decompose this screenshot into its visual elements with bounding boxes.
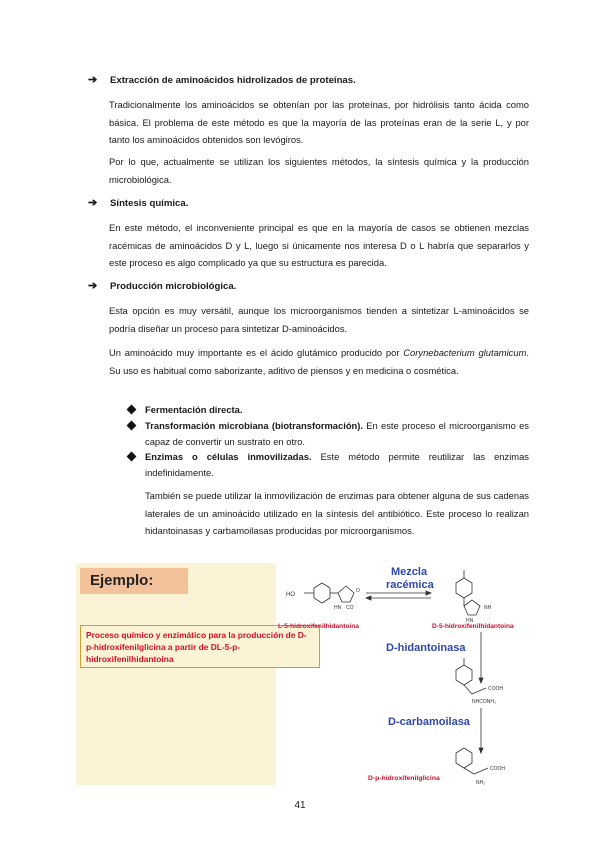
cooh-label: COOH	[490, 766, 505, 772]
equilibrium-arrow-icon	[366, 591, 431, 600]
d-compound-label: D-5-hidroxifenilhidantoina	[432, 623, 514, 630]
l-compound-label: L-5-hidroxifenilhidantoina	[278, 623, 359, 630]
ho-label: HO	[286, 592, 295, 598]
reaction-scheme	[276, 548, 528, 791]
paragraph-produccion-3: También se puede utilizar la inmovilización de enzimas para obtener alguna de sus cadenas laterales de un aminoácido utilizado en la síntesis del antibiótico. Este proceso lo realizan hidantoinasas y carbamoilasas producidas por microorganismos.	[145, 490, 529, 536]
mezcla-label: Mezcla	[391, 566, 428, 578]
cooh-label: COOH	[488, 686, 503, 692]
hn-label: HN	[466, 618, 474, 624]
diamond-bullet-icon	[127, 452, 137, 462]
product-structure	[456, 748, 488, 774]
paragraph-extraccion-1: Tradicionalmente los aminoácidos se obtenían por las proteínas, por hidrólisis tanto ácida como básica. El problema de este método es que la mayoría de las proteínas eran de la serie L, y por tanto los aminoácidos obtenidos son levógiros.	[109, 99, 529, 145]
d-hydantoin-structure	[456, 570, 480, 615]
o-label: O	[356, 588, 360, 594]
bullet-item: Enzimas o células inmovilizadas. Este método permite reutilizar las enzimas indefinidamente.	[128, 449, 529, 480]
section-heading-extraccion: ➔ Extracción de aminoácidos hidrolizados de proteínas.	[88, 74, 356, 86]
paragraph-extraccion-2: Por lo que, actualmente se utilizan los siguientes métodos, la síntesis química y la producción microbiológica.	[109, 156, 529, 185]
nhconh2-label: NHCONH₂	[472, 699, 496, 705]
enzyme-hidantoinasa: D-hidantoinasa	[386, 642, 466, 654]
arrow-right-icon: ➔	[88, 197, 98, 209]
bullet-item: Transformación microbiana (biotransformación). En este proceso el microorganismo es capaz de convertir un sustrato en otro.	[128, 418, 529, 449]
ejemplo-label: Ejemplo:	[80, 568, 188, 594]
paragraph-produccion-2: Un aminoácido muy importante es el ácido glutámico producido por Corynebacterium glutamicum. Su uso es habitual como saborizante, aditivo de piensos y en medicina o cosmética.	[109, 347, 529, 376]
product-label: D-p-hidroxifenilglicina	[368, 775, 440, 782]
diamond-bullet-icon	[127, 421, 137, 431]
bullet-item: Fermentación directa.	[128, 402, 529, 418]
arrow-right-icon: ➔	[88, 74, 98, 86]
paragraph-sintesis-1: En este método, el inconveniente principal es que en la mayoría de casos se obtienen mezclas racémicas de aminoácidos D y L, luego si únicamente nos interesa D o L habría que separarlos y este proceso es algo complicado ya que su estructura es parecida.	[109, 222, 529, 268]
section-heading-sintesis: ➔ Síntesis química.	[88, 197, 189, 209]
nh-label: NH	[484, 605, 492, 611]
l-hydantoin-structure	[304, 583, 354, 603]
arrow-right-icon: ➔	[88, 280, 98, 292]
enzyme-carbamoilasa: D-carbamoilasa	[388, 716, 470, 728]
section-heading-produccion: ➔ Producción microbiológica.	[88, 280, 237, 292]
carbamoyl-intermediate-structure	[456, 658, 486, 694]
paragraph-produccion-1: Esta opción es muy versátil, aunque los microorganismos tienden a sintetizar L-aminoácidos se podría diseñar un proceso para sintetizar D-aminoácidos.	[109, 305, 529, 334]
racemica-label: racémica	[386, 579, 434, 591]
page-number: 41	[294, 800, 306, 811]
arrow-down-icon	[479, 708, 483, 753]
nh2-label: NH₂	[476, 780, 486, 786]
diamond-bullet-icon	[127, 405, 137, 415]
arrow-down-icon	[479, 632, 483, 683]
co-label: CO	[346, 605, 354, 611]
hn-label: HN	[334, 605, 342, 611]
process-caption: Proceso químico y enzimático para la producción de D-p-hidroxifenilglicina a partir de DL-5-p-hidroxifenilhidantoina	[80, 625, 320, 668]
